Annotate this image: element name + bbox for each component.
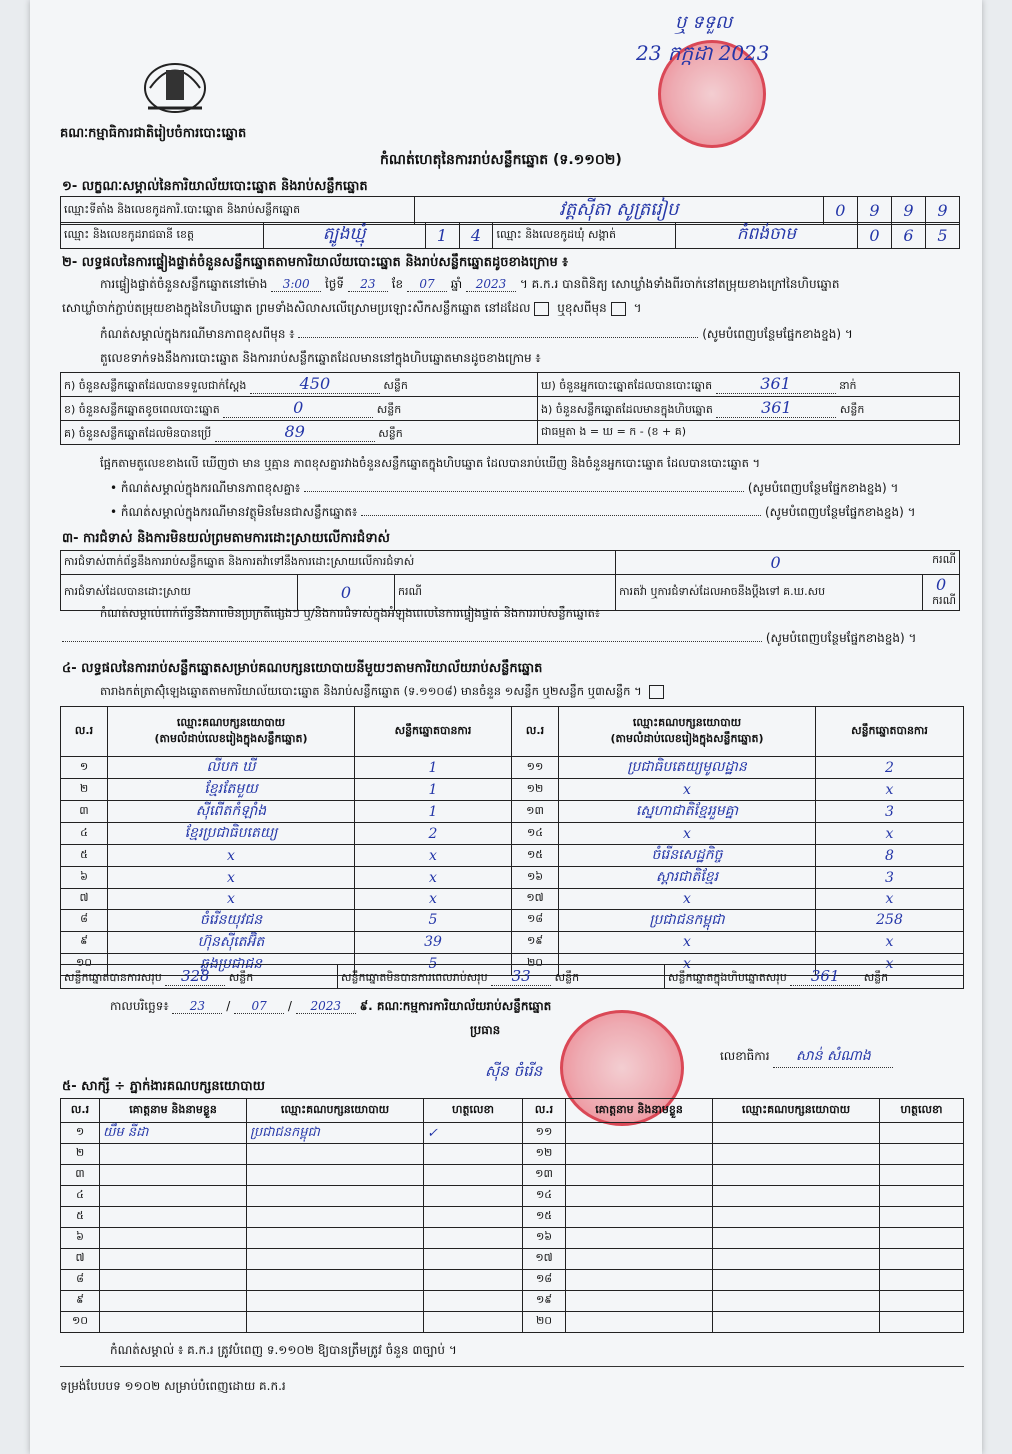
chairman-signature-name: ស៊ីន ចំរើន [485,1062,543,1080]
witness-name [100,1165,247,1186]
party-row-no: ១៦ [512,867,559,889]
party-name: ឆ្លងប្រជាជន [108,953,355,975]
province-label: ឈ្មោះ និងលេខកូដរាជធានី ខេត្ត [61,223,264,249]
voters-row: ឃ) ចំនួនអ្នកបោះឆ្នោតដែលបានបោះឆ្នោត 361 នាក់ [538,373,960,397]
witness-party [247,1291,424,1312]
party-row-no: ៧ [61,889,108,910]
party-name: លីបក ឃី [108,757,355,779]
witness-party [713,1312,880,1333]
party-name: x [559,953,816,975]
witness-party [247,1207,424,1228]
party-row-no: ៥ [61,845,108,867]
party-votes: 1 [355,801,512,823]
commune-code-digit: 6 [891,223,925,249]
witness-signature [424,1291,523,1312]
party-name: ចំរើនយុវជន [108,909,355,931]
spoiled-ballots-row: ខ) ចំនួនសន្លឹកឆ្នោតខូចពេលបោះឆ្នោត 0 សន្លឹក [61,397,538,421]
box-ballots-value: 361 [716,398,836,418]
party-name: x [559,889,816,910]
committee-name: គណៈកម្មាធិការជាតិរៀបចំការបោះឆ្នោត [60,126,247,141]
seal-paragraph: សោឃ្លាំចាក់ភ្ជាប់តម្រុយខាងក្នុងនៃហិបឆ្នោត ព្រមទាំងសិលាសលើស្រោមប្រឡោះសឺកសន្លឹកឆ្នោត នៅដដែល ឬខុសពីមុន ។ [62,301,642,315]
total-invalid: សន្លឹកឆ្នោតមិនបានការពេលរាប់សរុប 33 សន្លឹក [338,965,665,989]
witness-signature [880,1270,964,1291]
witness-name [566,1270,713,1291]
witness-no: ១០ [61,1312,100,1333]
party-row-no: ១៥ [512,845,559,867]
station-code-digit: 9 [925,197,959,225]
nec-emblem-icon [138,48,212,118]
table-row [61,1186,964,1207]
witness-table [60,1098,964,1333]
party-name: x [108,867,355,889]
witness-no: ២០ [523,1312,566,1333]
resolved-cases: ករណី [395,575,616,611]
w-col-party: ឈ្មោះគណបក្សនយោបាយ [713,1099,880,1123]
total-box: សន្លឹកឆ្នោតក្នុងហិបឆ្នោតសរុប 361 សន្លឹក [665,965,964,989]
party-results-table [60,706,964,976]
table-row [61,1144,964,1165]
document-page [30,0,982,1454]
table-row [61,845,964,867]
w-col-no: ល.រ [61,1099,100,1123]
verify-time: 3:00 [271,277,321,292]
party-row-no: ១៤ [512,823,559,845]
table-row [61,867,964,889]
party-name: x [559,779,816,801]
witness-party [713,1207,880,1228]
province-commune-table [60,222,960,249]
witness-no: ១២ [523,1144,566,1165]
witness-name [566,1144,713,1165]
table-row [61,1228,964,1249]
col-party: ឈ្មោះគណបក្សនយោបាយ (តាមលំដាប់លេខរៀងក្នុងសន្លឹកឆ្នោត) [559,707,816,757]
witness-name [566,1123,713,1144]
party-row-no: ១ [61,757,108,779]
witness-party [247,1249,424,1270]
party-votes: 3 [816,801,964,823]
witness-no: ៥ [61,1207,100,1228]
party-name: ប្រជាជនកម្ពុជា [559,909,816,931]
date-line: កាលបរិច្ឆេទ៖ 23 / 07 / 2023 ៩. គណៈកម្មការការិយាល័យរាប់សន្លឹកឆ្នោត [110,999,552,1013]
unused-ballots-row: គ) ចំនួនសន្លឹកឆ្នោតដែលមិនបានប្រើ 89 សន្លឹក [61,421,538,445]
witness-party [713,1123,880,1144]
witness-no: ១១ [523,1123,566,1144]
complaints-value: 0 ករណី [616,551,960,575]
table-row [61,801,964,823]
table-row [61,1312,964,1333]
witness-name [100,1312,247,1333]
received-ballots-value: 450 [250,374,380,394]
table-row [61,1249,964,1270]
witness-party: ប្រជាជនកម្ពុជា [247,1123,424,1144]
totals-table [60,964,964,989]
party-name: x [559,823,816,845]
w-col-party: ឈ្មោះគណបក្សនយោបាយ [247,1099,424,1123]
total-box-value: 361 [790,967,860,986]
witness-signature [424,1165,523,1186]
discrepancy-note: • កំណត់សម្គាល់ក្នុងករណីមានភាពខុសគ្នា៖ (សូមបំពេញបន្ថែមផ្នែកខាងខ្នង) ។ [110,481,899,495]
witness-signature [880,1165,964,1186]
section3-heading: ៣- ការជំទាស់ និងការមិនយល់ព្រមតាមការដោះស្រាយលើការជំទាស់ [62,531,390,546]
table-row [61,1165,964,1186]
witness-signature [880,1186,964,1207]
received-label: ឬ ទទួល [675,12,733,33]
w-col-sign: ហត្ថលេខា [880,1099,964,1123]
copies-note: កំណត់សម្គាល់ ៖ គ.ក.រ ត្រូវបំពេញ ទ.១១០២ ឱ្យបានត្រឹមត្រូវ ចំនួន ៣ច្បាប់ ។ [110,1343,457,1357]
witness-name [566,1312,713,1333]
table-row [61,757,964,779]
party-votes: x [816,931,964,953]
witness-signature [880,1312,964,1333]
witness-party [713,1249,880,1270]
party-name: ស្នេហាជាតិខ្មែររួមគ្នា [559,801,816,823]
witness-party [247,1144,424,1165]
witness-signature: ✓ [424,1123,523,1144]
party-row-no: ១៣ [512,801,559,823]
party-votes: x [355,845,512,867]
party-row-no: ១២ [512,779,559,801]
unused-ballots-value: 89 [215,422,375,442]
province-value: ត្បូងឃ្មុំ [263,223,425,249]
witness-name [100,1291,247,1312]
complaints-label: ការជំទាស់ពាក់ព័ន្ធនឹងការរាប់សន្លឹកឆ្នោត និងការតវ៉ាទៅនឹងការដោះស្រាយលើការជំទាស់ [61,551,616,575]
verify-day: 23 [348,277,388,292]
party-name: x [108,845,355,867]
witness-name [566,1228,713,1249]
received-ballots-row: ក) ចំនួនសន្លឹកឆ្នោតដែលបានទទួលជាក់ស្តែង 450 សន្លឹក [61,373,538,397]
witness-no: ១៣ [523,1165,566,1186]
table-row [61,889,964,910]
witness-party [247,1270,424,1291]
col-votes: សន្លឹកឆ្នោតបានការ [355,707,512,757]
witness-no: ១៧ [523,1249,566,1270]
ballot-figures-table [60,372,960,445]
table-row [61,1207,964,1228]
witness-name [100,1228,247,1249]
witness-signature [880,1228,964,1249]
witness-party [247,1165,424,1186]
witness-name [100,1144,247,1165]
party-votes: 2 [816,757,964,779]
witness-signature [880,1207,964,1228]
witness-name: យឹម នីដា [100,1123,247,1144]
witness-name [566,1207,713,1228]
witness-signature [880,1123,964,1144]
party-votes: 2 [355,823,512,845]
party-votes: 258 [816,909,964,931]
witness-signature [424,1228,523,1249]
party-votes: 39 [355,931,512,953]
one-sheet-checkbox[interactable] [649,685,664,699]
witness-signature [424,1186,523,1207]
section5-heading: ៥- សាក្សី ÷ ភ្នាក់ងារគណបក្សនយោបាយ [62,1079,265,1094]
witness-signature [880,1249,964,1270]
station-code-digit: 9 [891,197,925,225]
table-row [61,931,964,953]
party-name: ស្តារជាតិខ្មែរ [559,867,816,889]
party-votes: 8 [816,845,964,867]
party-row-no: ៣ [61,801,108,823]
resolved-label: ការជំទាស់ដែលបានដោះស្រាយ [61,575,298,611]
witness-party [247,1312,424,1333]
col-no: ល.រ [512,707,559,757]
witness-no: ១៨ [523,1270,566,1291]
party-row-no: ១០ [61,953,108,975]
witness-signature [424,1207,523,1228]
table-row [61,1123,964,1144]
party-row-no: ៦ [61,867,108,889]
discrepancy-paragraph: ផ្អែកតាមតួលេខខាងលើ ឃើញថា មាន ឬគ្មាន ភាពខុសគ្នារវាងចំនួនសន្លឹកឆ្នោតក្នុងហិបឆ្នោត ដែលបានរាប់ឃើញ និងចំនួនអ្នកបោះឆ្នោត ដែលបានបោះឆ្នោត ។ [100,456,761,470]
section2-heading: ២- លទ្ធផលនៃការផ្ទៀងផ្ទាត់ចំនួនសន្លឹកឆ្នោតតាមការិយាល័យបោះឆ្នោត និងរាប់សន្លឹកឆ្នោតដូចខាងក្រោម ៖ [62,255,568,270]
station-name-label: ឈ្មោះទីតាំង និងលេខកូដការិ.បោះឆ្នោត និងរាប់សន្លឹកឆ្នោត [61,197,415,225]
province-code-digit: 4 [459,223,493,249]
commune-label: ឈ្មោះ និងលេខកូដឃុំ សង្កាត់ [493,223,675,249]
w-col-sign: ហត្ថលេខា [424,1099,523,1123]
total-valid-value: 328 [165,967,225,986]
witness-signature [424,1270,523,1291]
witness-no: ២ [61,1144,100,1165]
witness-signature [424,1249,523,1270]
party-row-no: ១១ [512,757,559,779]
witness-party [713,1291,880,1312]
witness-name [566,1165,713,1186]
section1-heading: ១- លក្ខណៈសម្គាល់នៃការិយាល័យបោះឆ្នោត និងរាប់សន្លឹកឆ្នោត [62,179,368,194]
col-no: ល.រ [61,707,108,757]
tally-intro: តារាងកត់ត្រាស៊ុំឡេងឆ្នោតតាមការិយាល័យបោះឆ្នោត និងរាប់សន្លឹកឆ្នោត (ទ.១១០៨) មានចំនួន ១សន្លឹក ឬ២សន្លឹក ឬ៣សន្លឹក ។ [100,684,668,701]
witness-signature [424,1144,523,1165]
chairman-label: ប្រធាន [470,1023,501,1037]
appeal-label: ការតវ៉ា ឬការជំទាស់ដែលអាចនឹងប្ដឹងទៅ គ.ឃ.សប [616,575,923,611]
witness-no: ១៥ [523,1207,566,1228]
station-name-value: វត្តស៊ីតា សូត្ររៀប [414,197,823,225]
party-name: x [108,889,355,910]
document-title: កំណត់ហេតុនៃការរាប់សន្លឹកឆ្នោត (ទ.១១០២) [380,152,622,168]
party-votes: x [355,889,512,910]
witness-name [566,1291,713,1312]
party-name: ខ្មែរប្រជាធិបតេយ្យ [108,823,355,845]
witness-no: ១៤ [523,1186,566,1207]
appeal-value: 0 ករណី [923,575,960,611]
party-row-no: ១៨ [512,909,559,931]
commune-value: កំពង់ចាម [675,223,857,249]
witness-party [713,1186,880,1207]
witness-party [713,1228,880,1249]
table-row [61,823,964,845]
party-votes: x [816,953,964,975]
total-invalid-value: 33 [491,967,551,986]
spoiled-ballots-value: 0 [223,398,373,418]
table-row [61,1270,964,1291]
party-votes: x [816,823,964,845]
polling-station-table [60,196,960,225]
voters-value: 361 [716,374,836,394]
witness-no: ៨ [61,1270,100,1291]
formula-row: ជាធម្មតា ង = ឃ = ក - (ខ + គ) [538,421,960,445]
station-code-digit: 9 [857,197,891,225]
table-row [61,1291,964,1312]
witness-party [713,1144,880,1165]
witness-name [100,1186,247,1207]
party-votes: x [355,867,512,889]
witness-name [100,1249,247,1270]
witness-name [566,1186,713,1207]
witness-party [247,1228,424,1249]
party-votes: 1 [355,779,512,801]
party-name: x [559,931,816,953]
witness-party [713,1270,880,1291]
unchanged-checkbox[interactable] [534,302,549,316]
witness-no: ១៩ [523,1291,566,1312]
commune-code-digit: 5 [925,223,959,249]
witness-name [100,1270,247,1291]
verify-year: 2023 [466,277,516,292]
footer-divider [60,1366,964,1367]
witness-no: ១ [61,1123,100,1144]
party-votes: 5 [355,909,512,931]
witness-signature [424,1312,523,1333]
witness-no: ៣ [61,1165,100,1186]
irregularity-note: កំណត់សម្គាល់ពាក់ព័ន្ធនឹងភាពមិនប្រក្រតីផ្សេងៗ ឬ/និងការជំទាស់ក្នុងអំឡុងពេលនៃការផ្ទៀងផ្ទាត់ និងការរាប់សន្លឹកឆ្នោត៖ [100,606,600,620]
party-name: ចំរើនសេដ្ឋកិច្ច [559,845,816,867]
section4-heading: ៤- លទ្ធផលនៃការរាប់សន្លឹកឆ្នោតសម្រាប់គណបក្សនយោបាយនីមួយៗតាមការិយាល័យរាប់សន្លឹកឆ្នោត [62,661,543,676]
verification-paragraph: ការផ្ទៀងផ្ទាត់ចំនួនសន្លឹកឆ្នោតនៅម៉ោង 3:00 ថ្ងៃទី 23 ខែ 07 ឆ្នាំ 2023 ។ គ.ក.រ បានពិនិត្យ សោឃ្លាំងទាំងពីរចាក់នៅតម្រុយខាងក្រៅនៃហិបឆ្នោត [100,277,840,291]
witness-no: ៩ [61,1291,100,1312]
party-name: ហ៊ុនស៊ីតេអ៊ិត [108,931,355,953]
total-valid: សន្លឹកឆ្នោតបានការសរុប 328 សន្លឹក [61,965,338,989]
difference-note-line: កំណត់សម្គាល់ក្នុងករណីមានភាពខុសពីមុន ៖ (សូមបំពេញបន្ថែមផ្នែកខាងខ្នង) ។ [100,327,853,341]
witness-signature [880,1144,964,1165]
changed-checkbox[interactable] [611,302,626,316]
party-row-no: ៤ [61,823,108,845]
party-votes: x [816,779,964,801]
witness-signature [880,1291,964,1312]
station-code-digit: 0 [823,197,857,225]
w-col-name: គោត្តនាម និងនាមខ្លួន [566,1099,713,1123]
col-votes: សន្លឹកឆ្នោតបានការ [816,707,964,757]
foreign-object-note: • កំណត់សម្គាល់ក្នុងករណីមានវត្ថុមិនមែនជាសន្លឹកឆ្នោត៖ (សូមបំពេញបន្ថែមផ្នែកខាងខ្នង) ។ [110,505,916,519]
party-row-no: ១៩ [512,931,559,953]
party-votes: 3 [816,867,964,889]
witness-no: ៦ [61,1228,100,1249]
party-name: ស៊ីពើតកំឡាំង [108,801,355,823]
w-col-no: ល.រ [523,1099,566,1123]
party-row-no: ៨ [61,909,108,931]
witness-no: ៤ [61,1186,100,1207]
witness-name [566,1249,713,1270]
commune-code-digit: 0 [858,223,892,249]
w-col-name: គោត្តនាម និងនាមខ្លួន [100,1099,247,1123]
irregularity-lines: (សូមបំពេញបន្ថែមផ្នែកខាងខ្នង) ។ [62,630,962,648]
party-row-no: ២ [61,779,108,801]
complaints-table [60,550,960,611]
witness-no: ១៦ [523,1228,566,1249]
witness-party [247,1186,424,1207]
party-row-no: ៩ [61,931,108,953]
party-votes: x [816,889,964,910]
party-row-no: ២០ [512,953,559,975]
party-name: ប្រជាធិបតេយ្យមូលដ្ឋាន [559,757,816,779]
party-votes: 1 [355,757,512,779]
verify-month: 07 [407,277,447,292]
party-row-no: ១៧ [512,889,559,910]
witness-party [713,1165,880,1186]
witness-name [100,1207,247,1228]
form-footer: ទម្រង់បែបបទ ១១០២ សម្រាប់បំពេញដោយ គ.ក.រ [60,1379,286,1393]
table-row [61,909,964,931]
secretary-line: លេខាធិការ សាន់ សំណាង [720,1046,893,1068]
box-ballots-row: ង) ចំនួនសន្លឹកឆ្នោតដែលមានក្នុងហិបឆ្នោត 361 សន្លឹក [538,397,960,421]
table-row [61,779,964,801]
party-votes: 5 [355,953,512,975]
party-name: ខ្មែរតែមួយ [108,779,355,801]
province-code-digit: 1 [425,223,459,249]
witness-no: ៧ [61,1249,100,1270]
col-party: ឈ្មោះគណបក្សនយោបាយ (តាមលំដាប់លេខរៀងក្នុងសន្លឹកឆ្នោត) [108,707,355,757]
figures-intro: តួលេខទាក់ទងនឹងការបោះឆ្នោត និងការរាប់សន្លឹកឆ្នោតដែលមាននៅក្នុងហិបឆ្នោតមានដូចខាងក្រោម ៖ [100,351,541,365]
resolved-value: 0 [298,575,395,611]
received-date: 23 កក្កដា 2023 [636,41,770,65]
